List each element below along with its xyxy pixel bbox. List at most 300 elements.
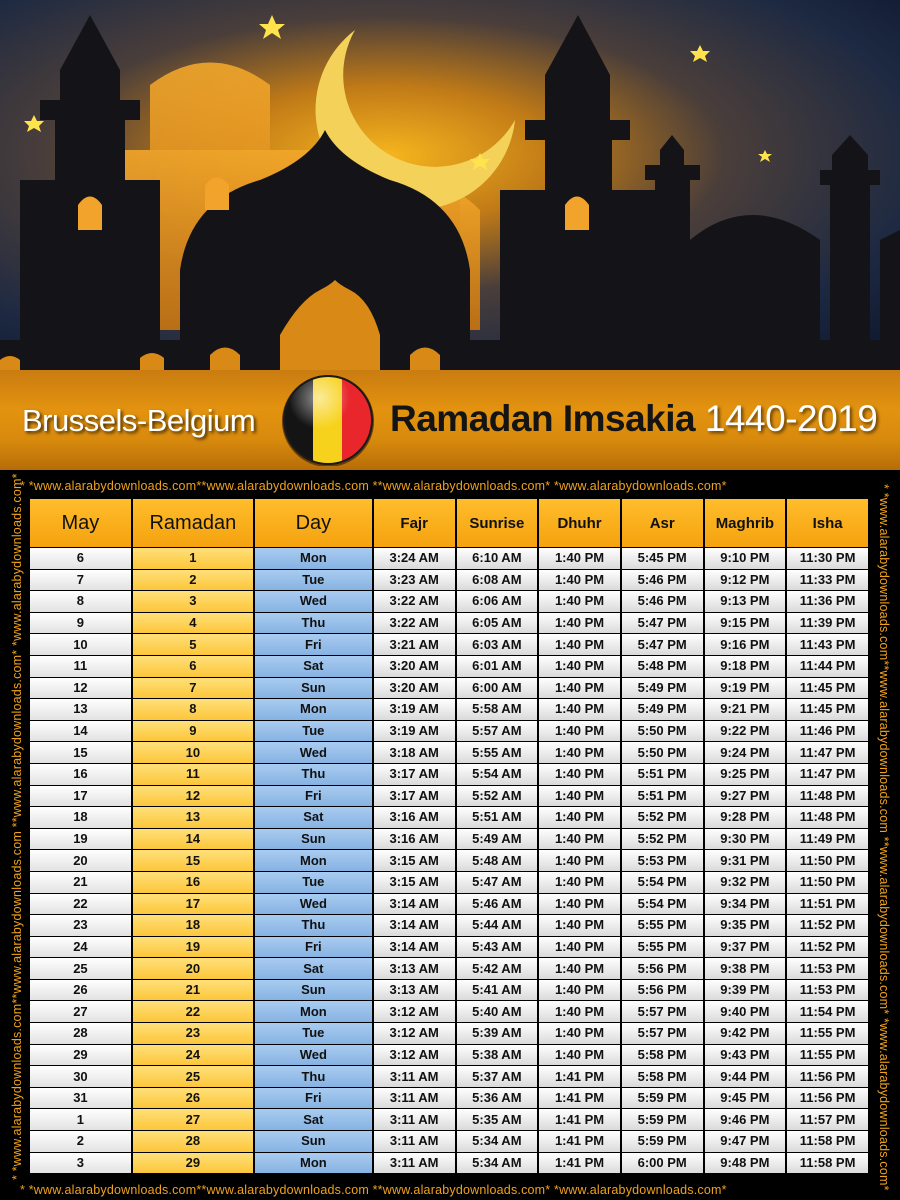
may-date-cell: 9 bbox=[30, 613, 131, 634]
ramadan-day-cell: 20 bbox=[133, 958, 253, 979]
fajr-time-cell: 3:21 AM bbox=[374, 634, 455, 655]
ramadan-day-cell: 7 bbox=[133, 678, 253, 699]
asr-time-cell: 5:46 PM bbox=[622, 591, 703, 612]
ramadan-day-cell: 28 bbox=[133, 1131, 253, 1152]
asr-time-cell: 5:54 PM bbox=[622, 872, 703, 893]
sunrise-time-cell: 5:41 AM bbox=[457, 980, 538, 1001]
ramadan-day-cell: 16 bbox=[133, 872, 253, 893]
fajr-time-cell: 3:19 AM bbox=[374, 721, 455, 742]
ramadan-day-cell: 17 bbox=[133, 894, 253, 915]
may-date-cell: 29 bbox=[30, 1045, 131, 1066]
header-illustration bbox=[0, 0, 900, 370]
ramadan-day-cell: 21 bbox=[133, 980, 253, 1001]
sunrise-time-cell: 5:55 AM bbox=[457, 742, 538, 763]
isha-time-cell: 11:53 PM bbox=[787, 980, 868, 1001]
may-date-cell: 26 bbox=[30, 980, 131, 1001]
ramadan-day-cell: 24 bbox=[133, 1045, 253, 1066]
dhuhr-time-cell: 1:40 PM bbox=[539, 742, 620, 763]
isha-time-cell: 11:56 PM bbox=[787, 1066, 868, 1087]
maghrib-time-cell: 9:31 PM bbox=[705, 850, 786, 871]
sunrise-time-cell: 5:47 AM bbox=[457, 872, 538, 893]
sunrise-time-cell: 5:34 AM bbox=[457, 1131, 538, 1152]
dhuhr-time-cell: 1:40 PM bbox=[539, 634, 620, 655]
dhuhr-time-cell: 1:40 PM bbox=[539, 1001, 620, 1022]
table-row bbox=[30, 656, 868, 677]
sunrise-time-cell: 5:51 AM bbox=[457, 807, 538, 828]
may-date-cell: 16 bbox=[30, 764, 131, 785]
ramadan-day-cell: 23 bbox=[133, 1023, 253, 1044]
isha-time-cell: 11:52 PM bbox=[787, 937, 868, 958]
fajr-time-cell: 3:11 AM bbox=[374, 1066, 455, 1087]
ramadan-day-cell: 8 bbox=[133, 699, 253, 720]
ramadan-day-cell: 2 bbox=[133, 570, 253, 591]
weekday-cell: Thu bbox=[255, 1066, 372, 1087]
may-date-cell: 6 bbox=[30, 548, 131, 569]
asr-time-cell: 5:47 PM bbox=[622, 613, 703, 634]
weekday-cell: Fri bbox=[255, 937, 372, 958]
asr-time-cell: 5:52 PM bbox=[622, 807, 703, 828]
isha-time-cell: 11:58 PM bbox=[787, 1131, 868, 1152]
weekday-cell: Tue bbox=[255, 1023, 372, 1044]
asr-time-cell: 5:55 PM bbox=[622, 915, 703, 936]
col-header-day: Day bbox=[255, 499, 372, 547]
dhuhr-time-cell: 1:40 PM bbox=[539, 915, 620, 936]
dhuhr-time-cell: 1:41 PM bbox=[539, 1109, 620, 1130]
isha-time-cell: 11:50 PM bbox=[787, 872, 868, 893]
maghrib-time-cell: 9:45 PM bbox=[705, 1088, 786, 1109]
asr-time-cell: 5:56 PM bbox=[622, 980, 703, 1001]
weekday-cell: Sun bbox=[255, 1131, 372, 1152]
asr-time-cell: 5:57 PM bbox=[622, 1001, 703, 1022]
asr-time-cell: 5:58 PM bbox=[622, 1045, 703, 1066]
asr-time-cell: 5:55 PM bbox=[622, 937, 703, 958]
maghrib-time-cell: 9:21 PM bbox=[705, 699, 786, 720]
maghrib-time-cell: 9:16 PM bbox=[705, 634, 786, 655]
asr-time-cell: 5:51 PM bbox=[622, 764, 703, 785]
may-date-cell: 25 bbox=[30, 958, 131, 979]
weekday-cell: Wed bbox=[255, 1045, 372, 1066]
col-header-ramadan: Ramadan bbox=[133, 499, 253, 547]
fajr-time-cell: 3:12 AM bbox=[374, 1001, 455, 1022]
asr-time-cell: 5:46 PM bbox=[622, 570, 703, 591]
fajr-time-cell: 3:15 AM bbox=[374, 872, 455, 893]
asr-time-cell: 5:58 PM bbox=[622, 1066, 703, 1087]
table-row bbox=[30, 915, 868, 936]
table-row bbox=[30, 591, 868, 612]
table-row bbox=[30, 699, 868, 720]
dhuhr-time-cell: 1:40 PM bbox=[539, 699, 620, 720]
fajr-time-cell: 3:11 AM bbox=[374, 1131, 455, 1152]
dhuhr-time-cell: 1:40 PM bbox=[539, 1023, 620, 1044]
sunrise-time-cell: 5:43 AM bbox=[457, 937, 538, 958]
fajr-time-cell: 3:18 AM bbox=[374, 742, 455, 763]
isha-time-cell: 11:36 PM bbox=[787, 591, 868, 612]
maghrib-time-cell: 9:12 PM bbox=[705, 570, 786, 591]
maghrib-time-cell: 9:47 PM bbox=[705, 1131, 786, 1152]
may-date-cell: 23 bbox=[30, 915, 131, 936]
ramadan-day-cell: 10 bbox=[133, 742, 253, 763]
fajr-time-cell: 3:17 AM bbox=[374, 786, 455, 807]
asr-time-cell: 5:51 PM bbox=[622, 786, 703, 807]
weekday-cell: Thu bbox=[255, 915, 372, 936]
sunrise-time-cell: 5:39 AM bbox=[457, 1023, 538, 1044]
dhuhr-time-cell: 1:41 PM bbox=[539, 1088, 620, 1109]
table-row bbox=[30, 937, 868, 958]
may-date-cell: 12 bbox=[30, 678, 131, 699]
ramadan-day-cell: 11 bbox=[133, 764, 253, 785]
title-text: Ramadan Imsakia bbox=[390, 398, 696, 439]
maghrib-time-cell: 9:37 PM bbox=[705, 937, 786, 958]
maghrib-time-cell: 9:38 PM bbox=[705, 958, 786, 979]
ramadan-day-cell: 5 bbox=[133, 634, 253, 655]
may-date-cell: 30 bbox=[30, 1066, 131, 1087]
imsakia-title bbox=[390, 398, 877, 440]
fajr-time-cell: 3:15 AM bbox=[374, 850, 455, 871]
sunrise-time-cell: 5:46 AM bbox=[457, 894, 538, 915]
col-header-isha: Isha bbox=[787, 499, 868, 547]
dhuhr-time-cell: 1:40 PM bbox=[539, 850, 620, 871]
table-row bbox=[30, 1023, 868, 1044]
weekday-cell: Wed bbox=[255, 894, 372, 915]
fajr-time-cell: 3:24 AM bbox=[374, 548, 455, 569]
maghrib-time-cell: 9:13 PM bbox=[705, 591, 786, 612]
isha-time-cell: 11:49 PM bbox=[787, 829, 868, 850]
dhuhr-time-cell: 1:40 PM bbox=[539, 894, 620, 915]
fajr-time-cell: 3:20 AM bbox=[374, 678, 455, 699]
watermark-right: * *www.alarabydownloads.com**www.alarabydownloads.com **www.alarabydownloads.com* *www.alarabydownloads.com* bbox=[877, 484, 891, 1191]
asr-time-cell: 5:48 PM bbox=[622, 656, 703, 677]
may-date-cell: 21 bbox=[30, 872, 131, 893]
isha-time-cell: 11:45 PM bbox=[787, 699, 868, 720]
maghrib-time-cell: 9:28 PM bbox=[705, 807, 786, 828]
fajr-time-cell: 3:14 AM bbox=[374, 937, 455, 958]
fajr-time-cell: 3:22 AM bbox=[374, 591, 455, 612]
weekday-cell: Mon bbox=[255, 548, 372, 569]
maghrib-time-cell: 9:44 PM bbox=[705, 1066, 786, 1087]
maghrib-time-cell: 9:15 PM bbox=[705, 613, 786, 634]
isha-time-cell: 11:43 PM bbox=[787, 634, 868, 655]
table-row bbox=[30, 807, 868, 828]
maghrib-time-cell: 9:43 PM bbox=[705, 1045, 786, 1066]
weekday-cell: Mon bbox=[255, 1153, 372, 1174]
may-date-cell: 1 bbox=[30, 1109, 131, 1130]
dhuhr-time-cell: 1:40 PM bbox=[539, 570, 620, 591]
dhuhr-time-cell: 1:40 PM bbox=[539, 548, 620, 569]
maghrib-time-cell: 9:42 PM bbox=[705, 1023, 786, 1044]
may-date-cell: 18 bbox=[30, 807, 131, 828]
dhuhr-time-cell: 1:40 PM bbox=[539, 958, 620, 979]
table-row bbox=[30, 1045, 868, 1066]
maghrib-time-cell: 9:25 PM bbox=[705, 764, 786, 785]
watermark-left: * *www.alarabydownloads.com**www.alarabydownloads.com **www.alarabydownloads.com* *www.alarabydownloads.com* bbox=[10, 473, 24, 1180]
table-row bbox=[30, 1001, 868, 1022]
fajr-time-cell: 3:14 AM bbox=[374, 915, 455, 936]
fajr-time-cell: 3:16 AM bbox=[374, 829, 455, 850]
isha-time-cell: 11:58 PM bbox=[787, 1153, 868, 1174]
sunrise-time-cell: 6:03 AM bbox=[457, 634, 538, 655]
ramadan-day-cell: 12 bbox=[133, 786, 253, 807]
dhuhr-time-cell: 1:40 PM bbox=[539, 937, 620, 958]
dhuhr-time-cell: 1:40 PM bbox=[539, 807, 620, 828]
fajr-time-cell: 3:11 AM bbox=[374, 1153, 455, 1174]
weekday-cell: Mon bbox=[255, 850, 372, 871]
table-row bbox=[30, 742, 868, 763]
may-date-cell: 28 bbox=[30, 1023, 131, 1044]
col-header-asr: Asr bbox=[622, 499, 703, 547]
isha-time-cell: 11:52 PM bbox=[787, 915, 868, 936]
isha-time-cell: 11:53 PM bbox=[787, 958, 868, 979]
isha-time-cell: 11:50 PM bbox=[787, 850, 868, 871]
fajr-time-cell: 3:20 AM bbox=[374, 656, 455, 677]
may-date-cell: 10 bbox=[30, 634, 131, 655]
weekday-cell: Thu bbox=[255, 613, 372, 634]
may-date-cell: 24 bbox=[30, 937, 131, 958]
ramadan-day-cell: 1 bbox=[133, 548, 253, 569]
weekday-cell: Wed bbox=[255, 591, 372, 612]
sunrise-time-cell: 5:54 AM bbox=[457, 764, 538, 785]
weekday-cell: Sat bbox=[255, 1109, 372, 1130]
ramadan-day-cell: 6 bbox=[133, 656, 253, 677]
ramadan-day-cell: 13 bbox=[133, 807, 253, 828]
sunrise-time-cell: 6:10 AM bbox=[457, 548, 538, 569]
may-date-cell: 15 bbox=[30, 742, 131, 763]
may-date-cell: 20 bbox=[30, 850, 131, 871]
sunrise-time-cell: 5:48 AM bbox=[457, 850, 538, 871]
dhuhr-time-cell: 1:40 PM bbox=[539, 786, 620, 807]
dhuhr-time-cell: 1:40 PM bbox=[539, 656, 620, 677]
sunrise-time-cell: 5:36 AM bbox=[457, 1088, 538, 1109]
isha-time-cell: 11:48 PM bbox=[787, 807, 868, 828]
may-date-cell: 7 bbox=[30, 570, 131, 591]
asr-time-cell: 5:47 PM bbox=[622, 634, 703, 655]
weekday-cell: Tue bbox=[255, 872, 372, 893]
table-row bbox=[30, 721, 868, 742]
sunrise-time-cell: 5:52 AM bbox=[457, 786, 538, 807]
isha-time-cell: 11:56 PM bbox=[787, 1088, 868, 1109]
may-date-cell: 19 bbox=[30, 829, 131, 850]
weekday-cell: Mon bbox=[255, 699, 372, 720]
ramadan-day-cell: 3 bbox=[133, 591, 253, 612]
weekday-cell: Mon bbox=[255, 1001, 372, 1022]
maghrib-time-cell: 9:35 PM bbox=[705, 915, 786, 936]
asr-time-cell: 5:50 PM bbox=[622, 742, 703, 763]
isha-time-cell: 11:47 PM bbox=[787, 764, 868, 785]
dhuhr-time-cell: 1:40 PM bbox=[539, 980, 620, 1001]
fajr-time-cell: 3:13 AM bbox=[374, 980, 455, 1001]
table-row bbox=[30, 872, 868, 893]
fajr-time-cell: 3:11 AM bbox=[374, 1109, 455, 1130]
table-row bbox=[30, 678, 868, 699]
dhuhr-time-cell: 1:41 PM bbox=[539, 1066, 620, 1087]
isha-time-cell: 11:57 PM bbox=[787, 1109, 868, 1130]
may-date-cell: 2 bbox=[30, 1131, 131, 1152]
isha-time-cell: 11:54 PM bbox=[787, 1001, 868, 1022]
maghrib-time-cell: 9:18 PM bbox=[705, 656, 786, 677]
weekday-cell: Sun bbox=[255, 678, 372, 699]
sunrise-time-cell: 5:57 AM bbox=[457, 721, 538, 742]
sunrise-time-cell: 5:34 AM bbox=[457, 1153, 538, 1174]
table-row bbox=[30, 1066, 868, 1087]
table-row bbox=[30, 980, 868, 1001]
fajr-time-cell: 3:22 AM bbox=[374, 613, 455, 634]
fajr-time-cell: 3:16 AM bbox=[374, 807, 455, 828]
prayer-times-table bbox=[30, 498, 868, 1174]
fajr-time-cell: 3:23 AM bbox=[374, 570, 455, 591]
title-year: 1440-2019 bbox=[704, 398, 878, 439]
col-header-may: May bbox=[30, 499, 131, 547]
weekday-cell: Sat bbox=[255, 656, 372, 677]
dhuhr-time-cell: 1:40 PM bbox=[539, 872, 620, 893]
sunrise-time-cell: 5:44 AM bbox=[457, 915, 538, 936]
col-header-dhuhr: Dhuhr bbox=[539, 499, 620, 547]
maghrib-time-cell: 9:34 PM bbox=[705, 894, 786, 915]
table-row bbox=[30, 850, 868, 871]
table-row bbox=[30, 958, 868, 979]
table-row bbox=[30, 548, 868, 569]
dhuhr-time-cell: 1:40 PM bbox=[539, 1045, 620, 1066]
table-row bbox=[30, 894, 868, 915]
isha-time-cell: 11:45 PM bbox=[787, 678, 868, 699]
table-row bbox=[30, 613, 868, 634]
weekday-cell: Tue bbox=[255, 721, 372, 742]
table-row bbox=[30, 786, 868, 807]
isha-time-cell: 11:48 PM bbox=[787, 786, 868, 807]
ramadan-day-cell: 14 bbox=[133, 829, 253, 850]
asr-time-cell: 5:59 PM bbox=[622, 1088, 703, 1109]
isha-time-cell: 11:39 PM bbox=[787, 613, 868, 634]
col-header-fajr: Fajr bbox=[374, 499, 455, 547]
dhuhr-time-cell: 1:41 PM bbox=[539, 1131, 620, 1152]
sunrise-time-cell: 5:58 AM bbox=[457, 699, 538, 720]
table-row bbox=[30, 1153, 868, 1174]
isha-time-cell: 11:44 PM bbox=[787, 656, 868, 677]
ramadan-day-cell: 25 bbox=[133, 1066, 253, 1087]
dhuhr-time-cell: 1:40 PM bbox=[539, 829, 620, 850]
maghrib-time-cell: 9:39 PM bbox=[705, 980, 786, 1001]
asr-time-cell: 5:56 PM bbox=[622, 958, 703, 979]
asr-time-cell: 5:52 PM bbox=[622, 829, 703, 850]
fajr-time-cell: 3:17 AM bbox=[374, 764, 455, 785]
maghrib-time-cell: 9:10 PM bbox=[705, 548, 786, 569]
asr-time-cell: 6:00 PM bbox=[622, 1153, 703, 1174]
sunrise-time-cell: 5:49 AM bbox=[457, 829, 538, 850]
sunrise-time-cell: 5:40 AM bbox=[457, 1001, 538, 1022]
table-row bbox=[30, 1088, 868, 1109]
fajr-time-cell: 3:12 AM bbox=[374, 1023, 455, 1044]
asr-time-cell: 5:53 PM bbox=[622, 850, 703, 871]
maghrib-time-cell: 9:46 PM bbox=[705, 1109, 786, 1130]
weekday-cell: Sun bbox=[255, 980, 372, 1001]
may-date-cell: 8 bbox=[30, 591, 131, 612]
fajr-time-cell: 3:11 AM bbox=[374, 1088, 455, 1109]
may-date-cell: 11 bbox=[30, 656, 131, 677]
asr-time-cell: 5:59 PM bbox=[622, 1109, 703, 1130]
sunrise-time-cell: 5:37 AM bbox=[457, 1066, 538, 1087]
sunrise-time-cell: 6:08 AM bbox=[457, 570, 538, 591]
weekday-cell: Sun bbox=[255, 829, 372, 850]
weekday-cell: Tue bbox=[255, 570, 372, 591]
dhuhr-time-cell: 1:40 PM bbox=[539, 613, 620, 634]
asr-time-cell: 5:57 PM bbox=[622, 1023, 703, 1044]
weekday-cell: Wed bbox=[255, 742, 372, 763]
dhuhr-time-cell: 1:40 PM bbox=[539, 721, 620, 742]
sunrise-time-cell: 6:01 AM bbox=[457, 656, 538, 677]
table-row bbox=[30, 634, 868, 655]
isha-time-cell: 11:46 PM bbox=[787, 721, 868, 742]
maghrib-time-cell: 9:27 PM bbox=[705, 786, 786, 807]
sunrise-time-cell: 5:35 AM bbox=[457, 1109, 538, 1130]
watermark-top: * *www.alarabydownloads.com**www.alarabydownloads.com **www.alarabydownloads.com* *www.alarabydownloads.com* bbox=[20, 479, 727, 493]
ramadan-day-cell: 19 bbox=[133, 937, 253, 958]
maghrib-time-cell: 9:30 PM bbox=[705, 829, 786, 850]
table-row bbox=[30, 764, 868, 785]
isha-time-cell: 11:55 PM bbox=[787, 1045, 868, 1066]
may-date-cell: 14 bbox=[30, 721, 131, 742]
maghrib-time-cell: 9:24 PM bbox=[705, 742, 786, 763]
weekday-cell: Sat bbox=[255, 958, 372, 979]
sunrise-time-cell: 5:42 AM bbox=[457, 958, 538, 979]
table-row bbox=[30, 1109, 868, 1130]
isha-time-cell: 11:33 PM bbox=[787, 570, 868, 591]
table-header-row bbox=[30, 499, 868, 547]
city-name: Brussels-Belgium bbox=[22, 403, 256, 438]
asr-time-cell: 5:49 PM bbox=[622, 699, 703, 720]
isha-time-cell: 11:47 PM bbox=[787, 742, 868, 763]
ramadan-day-cell: 18 bbox=[133, 915, 253, 936]
ramadan-day-cell: 4 bbox=[133, 613, 253, 634]
maghrib-time-cell: 9:48 PM bbox=[705, 1153, 786, 1174]
maghrib-time-cell: 9:22 PM bbox=[705, 721, 786, 742]
ramadan-day-cell: 27 bbox=[133, 1109, 253, 1130]
fajr-time-cell: 3:14 AM bbox=[374, 894, 455, 915]
weekday-cell: Sat bbox=[255, 807, 372, 828]
table-row bbox=[30, 829, 868, 850]
maghrib-time-cell: 9:32 PM bbox=[705, 872, 786, 893]
asr-time-cell: 5:59 PM bbox=[622, 1131, 703, 1152]
isha-time-cell: 11:55 PM bbox=[787, 1023, 868, 1044]
table-row bbox=[30, 570, 868, 591]
asr-time-cell: 5:50 PM bbox=[622, 721, 703, 742]
may-date-cell: 3 bbox=[30, 1153, 131, 1174]
may-date-cell: 22 bbox=[30, 894, 131, 915]
watermark-bottom: * *www.alarabydownloads.com**www.alarabydownloads.com **www.alarabydownloads.com* *www.alarabydownloads.com* bbox=[20, 1183, 727, 1197]
ramadan-day-cell: 22 bbox=[133, 1001, 253, 1022]
may-date-cell: 31 bbox=[30, 1088, 131, 1109]
dhuhr-time-cell: 1:40 PM bbox=[539, 678, 620, 699]
fajr-time-cell: 3:12 AM bbox=[374, 1045, 455, 1066]
sunrise-time-cell: 6:06 AM bbox=[457, 591, 538, 612]
weekday-cell: Fri bbox=[255, 786, 372, 807]
belgium-flag-icon bbox=[276, 374, 380, 466]
isha-time-cell: 11:51 PM bbox=[787, 894, 868, 915]
may-date-cell: 27 bbox=[30, 1001, 131, 1022]
weekday-cell: Thu bbox=[255, 764, 372, 785]
sunrise-time-cell: 6:05 AM bbox=[457, 613, 538, 634]
col-header-sunrise: Sunrise bbox=[457, 499, 538, 547]
sunrise-time-cell: 5:38 AM bbox=[457, 1045, 538, 1066]
dhuhr-time-cell: 1:40 PM bbox=[539, 591, 620, 612]
sunrise-time-cell: 6:00 AM bbox=[457, 678, 538, 699]
weekday-cell: Fri bbox=[255, 634, 372, 655]
maghrib-time-cell: 9:40 PM bbox=[705, 1001, 786, 1022]
ramadan-day-cell: 29 bbox=[133, 1153, 253, 1174]
maghrib-time-cell: 9:19 PM bbox=[705, 678, 786, 699]
isha-time-cell: 11:30 PM bbox=[787, 548, 868, 569]
fajr-time-cell: 3:13 AM bbox=[374, 958, 455, 979]
fajr-time-cell: 3:19 AM bbox=[374, 699, 455, 720]
may-date-cell: 13 bbox=[30, 699, 131, 720]
ramadan-day-cell: 9 bbox=[133, 721, 253, 742]
